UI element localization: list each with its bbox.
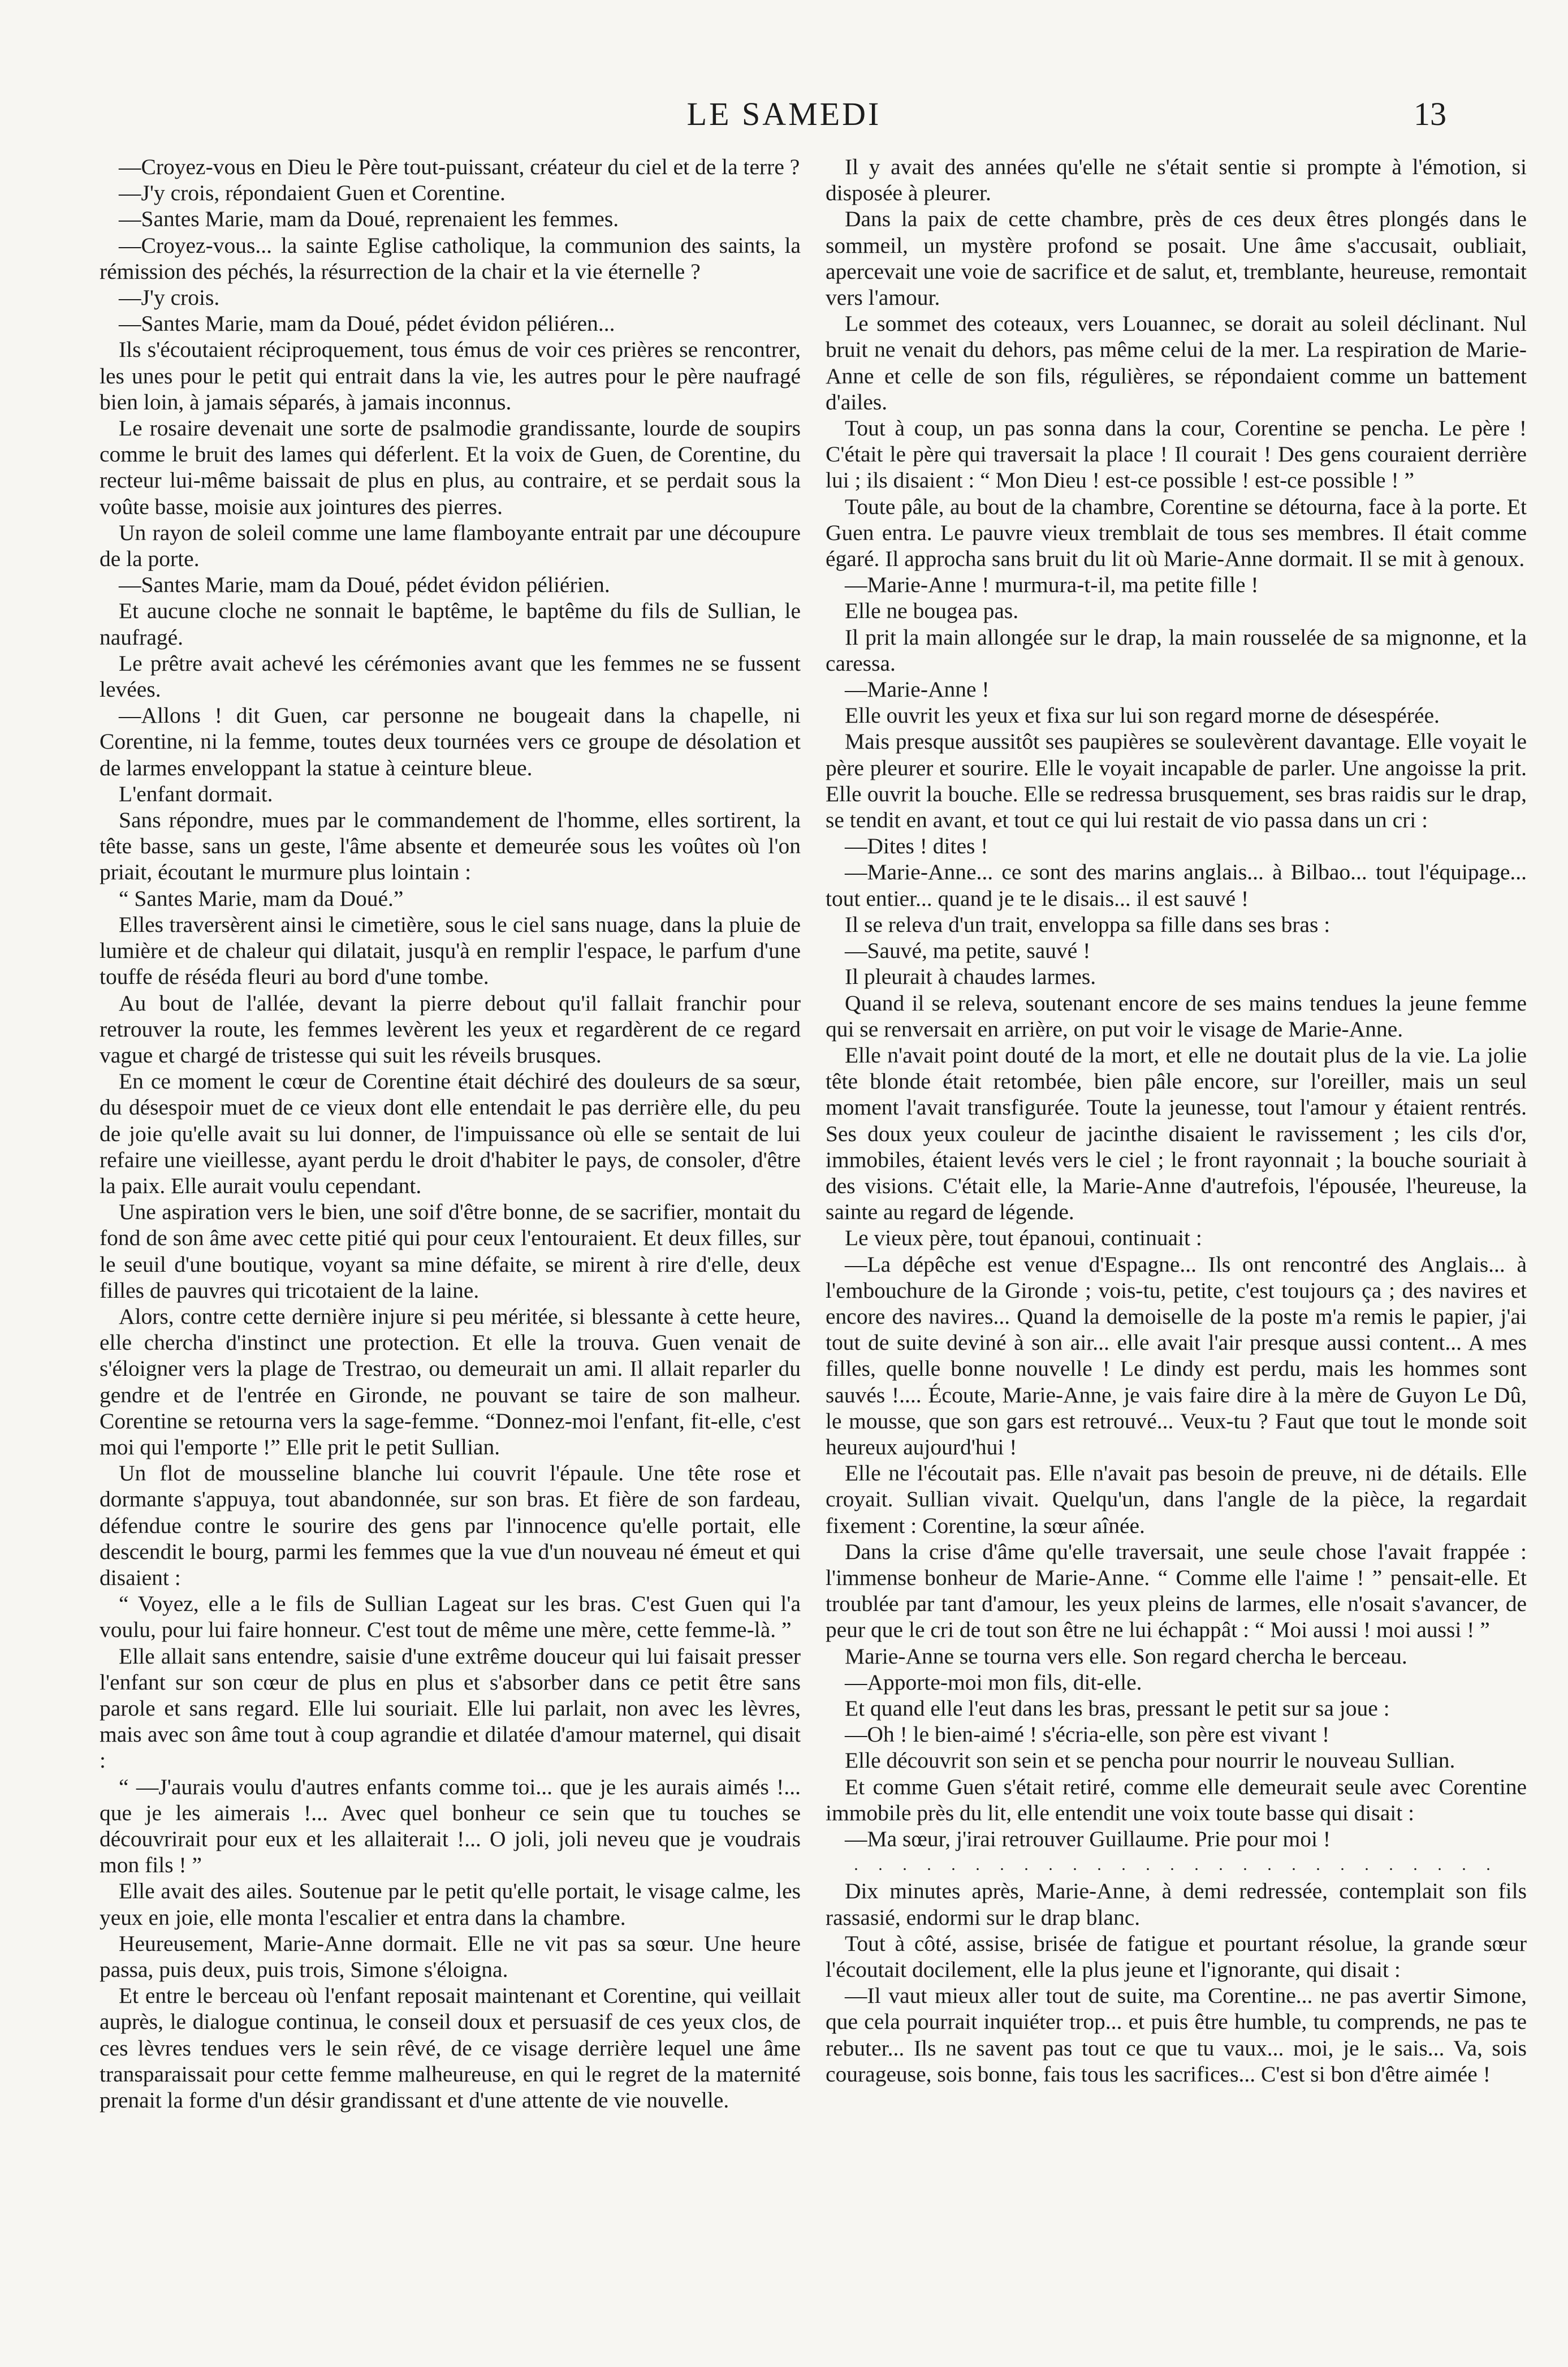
page-number: 13 <box>1414 96 1446 132</box>
paragraph: Tout à coup, un pas sonna dans la cour, Corentine se pencha. Le père ! C'était le père qui traversait la place ! Il courait ! Des gens couraient derrière lui ; ils disaient : “ Mon Dieu ! est-ce possible ! est-ce possible ! ” <box>826 416 1527 493</box>
paragraph: —Ma sœur, j'irai retrouver Guillaume. Prie pour moi ! <box>845 1826 1331 1851</box>
paragraph: Ils s'écoutaient réciproquement, tous émus de voir ces prières se rencontrer, les unes pour le petit qui entrait dans la vie, les autres pour le père naufragé bien loin, à jamais séparés, à jamais inconnus. <box>100 337 801 414</box>
paragraph: —J'y crois. <box>119 285 220 310</box>
paragraph: Un rayon de soleil comme une lame flamboyante entrait par une découpure de la porte. <box>100 520 801 572</box>
paragraph: Sans répondre, mues par le commandement de l'homme, elles sortirent, la tête basse, sans un geste, l'âme absente et demeurée sous les voûtes où l'on priait, écoutant le murmure plus lointain : <box>100 807 801 885</box>
paragraph: L'enfant dormait. <box>119 781 273 806</box>
paragraph: —Marie-Anne ! <box>845 677 990 702</box>
paragraph: Une aspiration vers le bien, une soif d'être bonne, de se sacrifier, montait du fond de son âme avec cette pitié qui pour ceux l'entouraient. Et deux filles, sur le seuil d'une boutique, voyant sa mine défaite, se mirent à rire d'elle, deux filles de pauvres qui tricotaient de la laine. <box>100 1199 801 1303</box>
paragraph: Quand il se releva, soutenant encore de ses mains tendues la jeune femme qui se renversait en arrière, on put voir le visage de Marie-Anne. <box>826 990 1527 1042</box>
paragraph: Au bout de l'allée, devant la pierre debout qu'il fallait franchir pour retrouver la route, les femmes levèrent les yeux et regardèrent de ce regard vague et chargé de tristesse qui suit les réveils brusques. <box>100 990 801 1068</box>
paragraph: Le sommet des coteaux, vers Louannec, se dorait au soleil déclinant. Nul bruit ne venait du dehors, pas même celui de la mer. La respiration de Marie-Anne et celle de son fils, régulières, se répondaient comme un battement d'ailes. <box>826 311 1527 414</box>
paragraph: —Santes Marie, mam da Doué, pédet évidon péliéren... <box>119 311 615 336</box>
paragraph: Et entre le berceau où l'enfant reposait maintenant et Corentine, qui veillait auprès, le dialogue continua, le conseil doux et persuasif de ces yeux clos, de ces lèvres tendues vers le sein rêvé, de ce visage derrière lequel une âme transparaissait pour cette femme malheureuse, en qui le regret de la maternité prenait la forme d'un désir grandissant et d'une attente de vie nouvelle. <box>100 1983 801 2113</box>
paragraph: “ Voyez, elle a le fils de Sullian Lageat sur les bras. C'est Guen qui l'a voulu, pour lui faire honneur. C'est tout de même une mère, cette femme-là. ” <box>100 1591 801 1643</box>
left-column <box>100 154 801 2113</box>
paragraph: —Allons ! dit Guen, car personne ne bougeait dans la chapelle, ni Corentine, ni la femme, toutes deux tournées vers ce groupe de désolation et de larmes enveloppant la statue à ceinture bleue. <box>100 703 801 780</box>
paragraph: —Marie-Anne... ce sont des marins anglais... à Bilbao... tout l'équipage... tout entier... quand je te le disais... il est sauvé ! <box>826 859 1527 911</box>
paragraph: —J'y crois, répondaient Guen et Corentine. <box>119 180 506 206</box>
paragraph: “ —J'aurais voulu d'autres enfants comme toi... que je les aurais aimés !... que je les aimerais !... Avec quel bonheur ce sein que tu touches se découvrirait pour eux et les allaiterait !... O joli, joli neveu que je voudrais mon fils ! ” <box>100 1774 801 1878</box>
paragraph: —Croyez-vous en Dieu le Père tout-puissant, créateur du ciel et de la terre ? <box>119 154 800 179</box>
paragraph: Marie-Anne se tourna vers elle. Son regard chercha le berceau. <box>845 1643 1407 1669</box>
paragraph: Il prit la main allongée sur le drap, la main rousselée de sa mignonne, et la caressa. <box>826 624 1527 676</box>
paragraph: Et quand elle l'eut dans les bras, pressant le petit sur sa joue : <box>845 1695 1390 1721</box>
right-column <box>826 154 1527 2087</box>
paragraph: Le rosaire devenait une sorte de psalmodie grandissante, lourde de soupirs comme le bruit des lames qui déferlent. Et la voix de Guen, de Corentine, du recteur lui-même baissait de plus en plus, au contraire, et se perdait sous la voûte basse, moisie aux jointures des pierres. <box>100 416 801 519</box>
paragraph: —Sauvé, ma petite, sauvé ! <box>845 938 1091 964</box>
paragraph: —La dépêche est venue d'Espagne... Ils ont rencontré des Anglais... à l'embouchure de la Gironde ; vois-tu, petite, c'est toujours ça ; des navires et encore des navires... Quand la demoiselle de la poste m'a remis le papier, j'ai tout de suite deviné à son air... elle avait l'air presque aussi content... A mes filles, quelle bonne nouvelle ! Le dindy est perdu, mais les hommes sont sauvés !.... Écoute, Marie-Anne, je vais faire dire à la mère de Guyon Le Dû, le mousse, que son gars est retrouvé... Veux-tu ? Faut que tout le monde soit heureux aujourd'hui ! <box>826 1251 1527 1459</box>
paragraph: En ce moment le cœur de Corentine était déchiré des douleurs de sa sœur, du désespoir muet de ce vieux dont elle entendait le pas derrière elle, du peu de joie qu'elle avait su lui donner, de l'impuissance où elle se sentait de lui refaire une vieillesse, ayant perdu le droit d'habiter le pays, de consoler, d'être la paix. Elle aurait voulu cependant. <box>100 1069 801 1198</box>
paragraph: Elle découvrit son sein et se pencha pour nourrir le nouveau Sullian. <box>845 1748 1455 1773</box>
paragraph: Alors, contre cette dernière injure si peu méritée, si blessante à cette heure, elle chercha d'instinct une protection. Et elle la trouva. Guen venait de s'éloigner vers la plage de Trestrao, ou demeurait un ami. Il allait reparler du gendre et de l'entrée en Gironde, ne pouvant se taire de son malheur. Corentine se retourna vers la sage-femme. “Donnez-moi l'enfant, fit-elle, c'est moi qui l'emporte !” Elle prit le petit Sullian. <box>100 1303 801 1459</box>
paragraph: Elle ouvrit les yeux et fixa sur lui son regard morne de désespérée. <box>845 703 1440 728</box>
paragraph: Elle ne bougea pas. <box>845 598 1019 624</box>
paragraph: Elle allait sans entendre, saisie d'une extrême douceur qui lui faisait presser l'enfant sur son cœur de plus en plus et s'absorber dans ce petit être sans parole et sans regard. Elle lui souriait. Elle lui parlait, non avec les lèvres, mais avec son âme tout à coup agrandie et dilatée d'amour maternel, qui disait : <box>100 1643 801 1773</box>
paragraph: Elle n'avait point douté de la mort, et elle ne doutait plus de la vie. La jolie tête blonde était retombée, bien pâle encore, sur l'oreiller, mais un seul moment l'avait transfigurée. Toute la jeunesse, tout l'amour y étaient rentrés. Ses doux yeux couleur de jacinthe disaient le ravissement ; les cils d'or, immobiles, étaient levés vers le ciel ; le front rayonnait ; la bouche souriait à des visions. C'était elle, la Marie-Anne d'autrefois, l'épousée, l'heureuse, la sainte au regard de légende. <box>826 1042 1527 1225</box>
paragraph: Dix minutes après, Marie-Anne, à demi redressée, contemplait son fils rassasié, endormi sur le drap blanc. <box>826 1878 1527 1930</box>
paragraph: —Santes Marie, mam da Doué, reprenaient les femmes. <box>119 206 619 232</box>
paragraph: Il pleurait à chaudes larmes. <box>845 964 1096 990</box>
paragraph: —Marie-Anne ! murmura-t-il, ma petite fille ! <box>845 572 1259 598</box>
paragraph: —Croyez-vous... la sainte Eglise catholique, la communion des saints, la rémission des péchés, la résurrection de la chair et la vie éternelle ? <box>100 232 801 284</box>
paragraph: Mais presque aussitôt ses paupières se soulevèrent davantage. Elle voyait le père pleurer et sourire. Elle le voyait incapable de parler. Une angoisse la prit. Elle ouvrit la bouche. Elle se redressa brusquement, ses bras raidis sur le drap, se tendit en avant, et tout ce qui lui restait de vio passa dans un cri : <box>826 729 1527 833</box>
paragraph: Et comme Guen s'était retiré, comme elle demeurait seule avec Corentine immobile près du lit, elle entendit une voix toute basse qui disait : <box>826 1774 1527 1825</box>
running-title: LE SAMEDI <box>686 96 882 132</box>
paragraph: Elle avait des ailes. Soutenue par le petit qu'elle portait, le visage calme, les yeux en joie, elle monta l'escalier et entra dans la chambre. <box>100 1878 801 1930</box>
paragraph: —Apporte-moi mon fils, dit-elle. <box>845 1669 1142 1695</box>
paragraph: Et aucune cloche ne sonnait le baptême, le baptême du fils de Sullian, le naufragé. <box>100 598 801 650</box>
paragraph: Il se releva d'un trait, enveloppa sa fille dans ses bras : <box>845 912 1331 937</box>
paragraph: —Oh ! le bien-aimé ! s'écria-elle, son père est vivant ! <box>845 1722 1330 1747</box>
paragraph: Tout à côté, assise, brisée de fatigue et pourtant résolue, la grande sœur l'écoutait docilement, elle la plus jeune et l'ignorante, qui disait : <box>826 1930 1527 1982</box>
paragraph: Le prêtre avait achevé les cérémonies avant que les femmes ne se fussent levées. <box>100 650 801 702</box>
section-separator: . . . . . . . . . . . . . . . . . . . . . . . . . . . <box>854 1855 1498 1874</box>
paragraph: “ Santes Marie, mam da Doué.” <box>119 886 404 911</box>
page-header <box>0 95 1568 140</box>
paragraph: Elles traversèrent ainsi le cimetière, sous le ciel sans nuage, dans la pluie de lumière et de chaleur qui dilatait, jusqu'à en remplir l'espace, le parfum d'une touffe de réséda fleuri au bord d'une tombe. <box>100 912 801 990</box>
paragraph: —Dites ! dites ! <box>845 833 988 859</box>
paragraph: Toute pâle, au bout de la chambre, Corentine se détourna, face à la porte. Et Guen entra. Le pauvre vieux tremblait de tous ses membres. Il était comme égaré. Il approcha sans bruit du lit où Marie-Anne dormait. Il se mit à genoux. <box>826 494 1527 572</box>
paragraph: Dans la paix de cette chambre, près de ces deux êtres plongés dans le sommeil, un mystère profond se posait. Une âme s'accusait, oubliait, apercevait une voie de sacrifice et de salut, et, tremblante, heureuse, remontait vers l'amour. <box>826 206 1527 310</box>
paragraph: Un flot de mousseline blanche lui couvrit l'épaule. Une tête rose et dormante s'appuya, tout abandonnée, sur son bras. Et fière de son fardeau, défendue contre le sourire des gens par l'innocence qu'elle portait, elle descendit le bourg, parmi les femmes que la vue d'un nouveau né émeut et qui disaient : <box>100 1461 801 1590</box>
paragraph: Le vieux père, tout épanoui, continuait : <box>845 1225 1202 1251</box>
paragraph: Dans la crise d'âme qu'elle traversait, une seule chose l'avait frappée : l'immense bonheur de Marie-Anne. “ Comme elle l'aime ! ” pensait-elle. Et troublée par tant d'amour, les yeux pleins de larmes, elle n'osait s'avancer, de peur que le cri de tout son être ne lui échappât : “ Moi aussi ! moi aussi ! ” <box>826 1539 1527 1643</box>
paragraph: —Santes Marie, mam da Doué, pédet évidon péliérien. <box>119 572 610 598</box>
paragraph: Elle ne l'écoutait pas. Elle n'avait pas besoin de preuve, ni de détails. Elle croyait. Sullian vivait. Quelqu'un, dans l'angle de la pièce, la regardait fixement : Corentine, la sœur aînée. <box>826 1461 1527 1538</box>
paragraph: Il y avait des années qu'elle ne s'était sentie si prompte à l'émotion, si disposée à pleurer. <box>826 154 1527 206</box>
paragraph: —Il vaut mieux aller tout de suite, ma Corentine... ne pas avertir Simone, que cela pourrait inquiéter trop... et puis être humble, tu comprends, ne pas te rebuter... Ils ne savent pas tout ce que tu vaux... moi, je le sais... Va, sois courageuse, sois bonne, fais tous les sacrifices... C'est si bon d'être aimée ! <box>826 1983 1527 2087</box>
paragraph: Heureusement, Marie-Anne dormait. Elle ne vit pas sa sœur. Une heure passa, puis deux, puis trois, Simone s'éloigna. <box>100 1930 801 1982</box>
